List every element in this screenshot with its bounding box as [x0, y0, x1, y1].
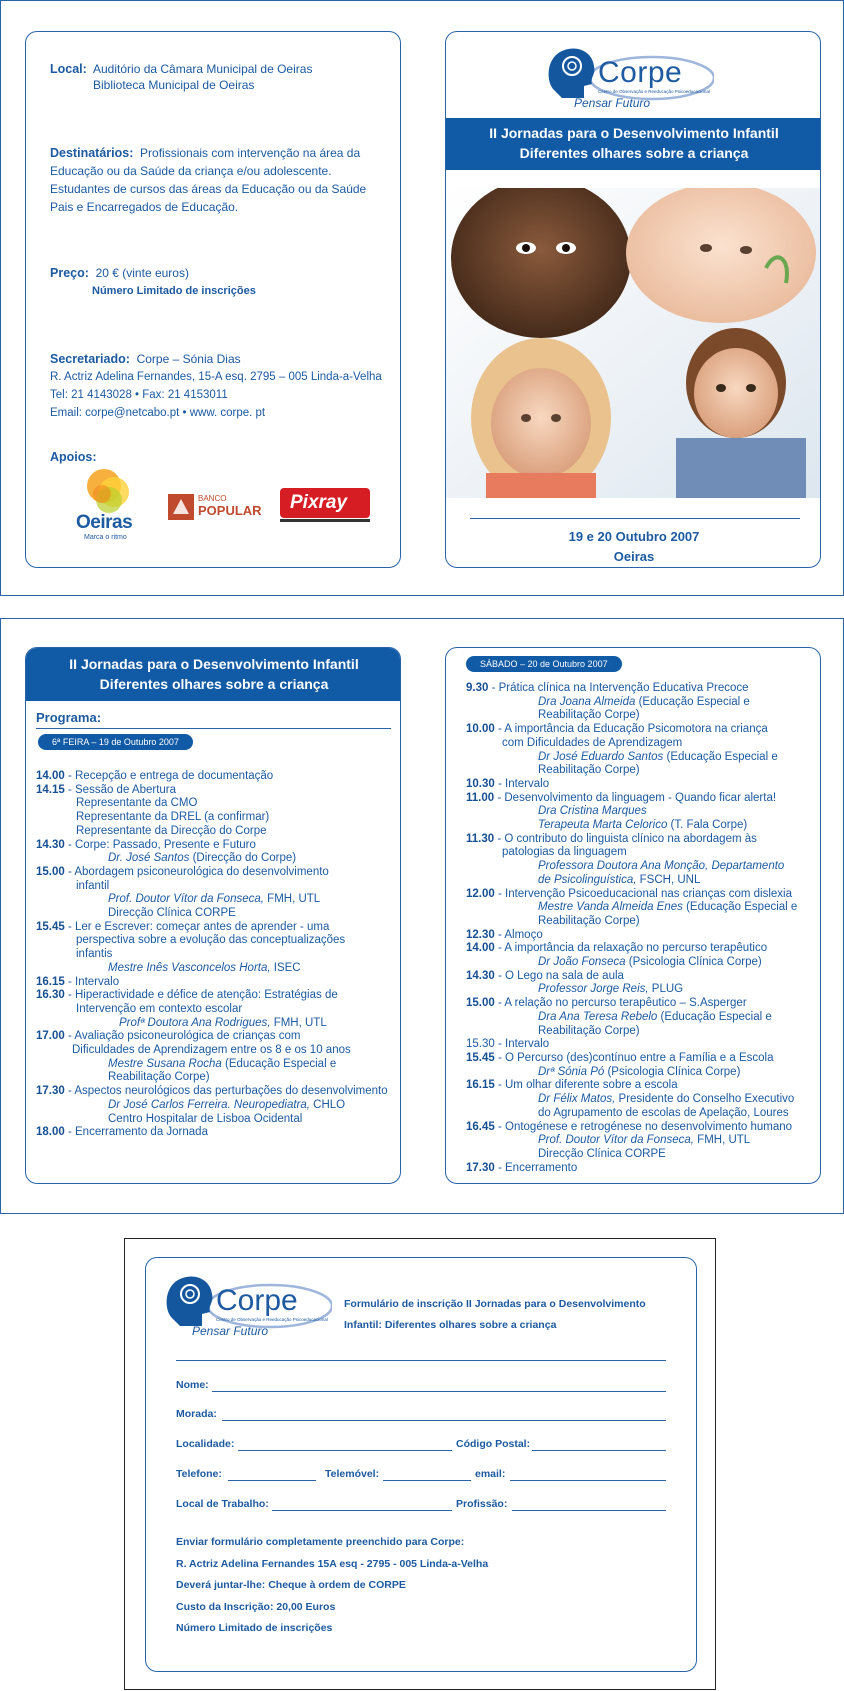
cover-card [445, 31, 821, 568]
programa-title-banner [25, 647, 401, 701]
schedule-time: 15.45 [466, 1051, 495, 1064]
schedule-row [466, 874, 818, 888]
destinatarios-label: Destinatários: [50, 146, 134, 160]
schedule-row [466, 915, 818, 929]
speaker-name: Dra Cristina Marques [538, 805, 647, 818]
schedule-text: Representante da DREL (a confirmar) [76, 811, 270, 824]
speaker-name: Prof. Doutor Vítor da Fonseca, [108, 893, 264, 906]
schedule-time: 16.15 [466, 1079, 495, 1092]
schedule-text: Dificuldades de Aprendizagem entre os 8 e os 10 anos [72, 1044, 351, 1057]
schedule-text: - O contributo do linguista clínico na abordagem às [494, 832, 757, 845]
programa-heading: Programa: [36, 710, 102, 725]
cover-divider [470, 518, 800, 519]
schedule-text: Intervenção em contexto escolar [76, 1002, 243, 1015]
schedule-row [466, 1025, 818, 1039]
schedule-text: (Direcção do Corpe) [189, 852, 297, 865]
schedule-time: 9.30 [466, 682, 489, 694]
schedule-time: 10.00 [466, 723, 495, 736]
corpe-logo [544, 42, 714, 112]
oeiras-name: Oeiras [76, 512, 133, 533]
telefone-label: Telefone: [176, 1468, 222, 1480]
schedule-row [466, 737, 818, 751]
destinatarios-section [50, 144, 390, 216]
schedule-text: (T. Fala Corpe) [667, 819, 748, 832]
schedule-row [466, 956, 818, 970]
banco-popular-logo [168, 494, 264, 524]
schedule-row [36, 976, 398, 990]
preco-value: 20 € (vinte euros) [95, 266, 189, 280]
schedule-text: infantil [76, 879, 110, 892]
schedule-text: - Um olhar diferente sobre a escola [494, 1079, 678, 1092]
form-title-line-2: Infantil: Diferentes olhares sobre a criança [344, 1319, 557, 1331]
oeiras-emblem-icon [72, 464, 152, 519]
local-section [50, 60, 313, 92]
schedule-row [36, 1071, 398, 1085]
schedule-row [466, 751, 818, 765]
secretariado-value: Corpe – Sónia Dias [136, 352, 241, 366]
speaker-name: de Psicolinguística, [538, 873, 637, 886]
info-card [25, 31, 401, 568]
destinatarios-line-1: Educação ou da Saúde da criança e/ou adolescente. [50, 164, 332, 178]
nome-label: Nome: [176, 1379, 209, 1391]
form-footer [176, 1532, 488, 1640]
speaker-name: Dr Félix Matos, [538, 1093, 616, 1106]
profissao-field[interactable] [512, 1510, 666, 1511]
morada-label: Morada: [176, 1408, 217, 1420]
schedule-time: 11.00 [466, 791, 495, 804]
schedule-row [466, 997, 818, 1011]
schedule-time: 14.00 [466, 942, 495, 955]
schedule-row [36, 880, 398, 894]
schedule-text: FMH, UTL [270, 1016, 327, 1029]
schedule-text: (Psicologia Clínica Corpe) [625, 956, 762, 969]
pixray-underline [280, 519, 370, 522]
schedule-text: - Avaliação psiconeurológica de crianças com [64, 1030, 301, 1043]
schedule-row [36, 948, 398, 962]
schedule-row [466, 888, 818, 902]
schedule-row [466, 792, 818, 806]
schedule-text: 15.30 - Intervalo [466, 1038, 550, 1051]
secretariado-email: Email: corpe@netcabo.pt • www. corpe. pt [50, 407, 266, 419]
schedule-text: (Educação Especial e [682, 901, 798, 914]
schedule-text: ISEC [270, 961, 301, 974]
programa-day1-card [25, 647, 401, 1184]
schedule-text: Centro Hospitalar de Lisboa Ocidental [108, 1112, 303, 1125]
schedule-text: Direcção Clínica CORPE [538, 1147, 666, 1160]
registration-form-card [145, 1257, 697, 1672]
oeiras-tagline: Marca o ritmo [84, 534, 127, 541]
speaker-name: Professora Doutora Ana Monção, Departamento [538, 860, 785, 873]
schedule-text: - Recepção e entrega de documentação [64, 770, 274, 782]
schedule-text: - Ler e Escrever: começar antes de aprender - uma [64, 920, 330, 933]
corpe-logo-subtitle: Centro de Observação e Reeducação Psicoeducacional [598, 89, 710, 94]
schedule-text: Reabilitação Corpe) [538, 1024, 640, 1037]
schedule-row [36, 934, 398, 948]
form-footer-line-2: R. Actriz Adelina Fernandes 15A esq - 2795 - 005 Linda-a-Velha [176, 1557, 489, 1570]
form-top-rule [176, 1360, 666, 1361]
schedule-row [36, 1044, 398, 1058]
speaker-name: Dra Joana Almeida [538, 695, 636, 708]
schedule-row [36, 811, 398, 825]
schedule-text: FMH, UTL [263, 893, 321, 906]
nome-field[interactable] [212, 1391, 666, 1392]
speaker-name: Dr. José Santos [108, 852, 190, 865]
schedule-text: perspectiva sobre a evolução das conceptualizações [76, 934, 346, 947]
secretariado-phone: Tel: 21 4143028 • Fax: 21 4153011 [50, 389, 228, 401]
cover-title-banner [445, 118, 821, 170]
local-line-1: Auditório da Câmara Municipal de Oeiras [93, 62, 313, 76]
schedule-row [36, 989, 398, 1003]
schedule-row [466, 819, 818, 833]
day1-schedule [36, 770, 398, 1140]
schedule-row [466, 929, 818, 943]
schedule-text: - Hiperactividade e défice de atenção: Estratégias de [64, 989, 338, 1002]
schedule-row [466, 1134, 818, 1148]
schedule-row [466, 696, 818, 710]
schedule-text: (Psicologia Clínica Corpe) [604, 1065, 741, 1078]
preco-section [50, 264, 256, 300]
speaker-name: Dra Ana Teresa Rebelo [538, 1010, 658, 1023]
local-trabalho-field[interactable] [272, 1510, 452, 1511]
schedule-time: 12.00 [466, 887, 495, 900]
schedule-row [466, 846, 818, 860]
schedule-row [466, 1093, 818, 1107]
speaker-name: Dr José Eduardo Santos [538, 750, 664, 763]
cover-title-line-2: Diferentes olhares sobre a criança [519, 145, 749, 161]
schedule-text: - Sessão de Abertura [64, 783, 177, 796]
schedule-time: 17.30 [36, 1085, 65, 1098]
schedule-text: - Intervalo [494, 777, 550, 790]
programa-title-line-2: Diferentes olhares sobre a criança [99, 676, 329, 692]
preco-note: Número Limitado de inscrições [92, 285, 256, 297]
form-footer-line-3: Deverá juntar-lhe: Cheque à ordem de CORPE [176, 1579, 406, 1591]
local-label: Local: [50, 62, 87, 76]
telemovel-label: Telemóvel: [325, 1468, 380, 1480]
schedule-row [36, 1113, 398, 1127]
children-photo-collage [446, 188, 821, 498]
schedule-text: - A importância da relaxação no percurso terapêutico [494, 942, 768, 955]
schedule-row [36, 866, 398, 880]
schedule-text: - Prática clínica na Intervenção Educativa Precoce [488, 682, 749, 694]
day2-label: SÁBADO – 20 de Outubro 2007 [466, 656, 622, 672]
cover-place: Oeiras [613, 549, 655, 564]
schedule-text: - O Lego na sala de aula [494, 969, 624, 982]
schedule-text: Reabilitação Corpe) [538, 709, 640, 722]
codigo-postal-label: Código Postal: [456, 1438, 531, 1450]
schedule-row [466, 1107, 818, 1121]
speaker-name: Dr José Carlos Ferreira. Neuropediatra, [108, 1098, 310, 1111]
telefone-field[interactable] [228, 1480, 316, 1481]
destinatarios-text: Profissionais com intervenção na área da [140, 146, 361, 160]
schedule-row [36, 797, 398, 811]
schedule-row [466, 764, 818, 778]
speaker-name: Dr João Fonseca [538, 956, 626, 969]
schedule-time: 14.00 [36, 770, 65, 782]
schedule-time: 14.15 [36, 783, 65, 796]
schedule-row [466, 1038, 818, 1052]
programa-day2-card [445, 647, 821, 1184]
schedule-row [466, 860, 818, 874]
schedule-time: 16.15 [36, 975, 65, 988]
form-title [344, 1294, 646, 1336]
schedule-row [36, 1030, 398, 1044]
local-trabalho-label: Local de Trabalho: [176, 1498, 269, 1510]
children-photo-icon [446, 188, 821, 498]
schedule-text: - A relação no percurso terapêutico – S.Asperger [494, 997, 747, 1010]
schedule-row [466, 1011, 818, 1025]
email-field[interactable] [510, 1480, 666, 1481]
telemovel-field[interactable] [383, 1480, 471, 1481]
schedule-text: - Encerramento [494, 1161, 578, 1174]
schedule-text: Reabilitação Corpe) [538, 764, 640, 777]
schedule-row [466, 723, 818, 737]
day2-schedule [466, 682, 818, 1175]
speaker-name: Terapeuta Marta Celorico [538, 819, 668, 832]
schedule-text: CHLO [309, 1098, 346, 1111]
schedule-text: - Ontogénese e retrogénese no desenvolvimento humano [494, 1120, 793, 1133]
schedule-row [36, 784, 398, 798]
schedule-text: infantis [76, 948, 113, 961]
schedule-text: FSCH, UNL [636, 873, 701, 886]
local-line-2: Biblioteca Municipal de Oeiras [93, 78, 255, 92]
form-corpe-logo [162, 1270, 332, 1340]
schedule-row [466, 1162, 818, 1176]
schedule-text: - Intervalo [64, 975, 120, 988]
schedule-row [466, 1121, 818, 1135]
schedule-time: 18.00 [36, 1126, 65, 1139]
destinatarios-line-2: Estudantes de cursos das áreas da Educação ou da Saúde [50, 182, 367, 196]
speaker-name: Professor Jorge Reis, [538, 983, 649, 996]
speaker-name: Mestre Susana Rocha [108, 1057, 222, 1070]
schedule-time: 12.30 [466, 928, 495, 941]
codigo-postal-field[interactable] [532, 1450, 666, 1451]
schedule-row [466, 901, 818, 915]
schedule-row [466, 1052, 818, 1066]
schedule-row [36, 962, 398, 976]
schedule-text: FMH, UTL [693, 1134, 751, 1147]
schedule-time: 10.30 [466, 777, 495, 790]
schedule-text: Representante da CMO [76, 797, 198, 810]
localidade-label: Localidade: [176, 1438, 235, 1450]
form-corpe-logo-subtitle: Centro de Observação e Reeducação Psicoeducacional [216, 1317, 328, 1322]
schedule-time: 15.00 [466, 997, 495, 1010]
schedule-row [36, 1099, 398, 1113]
form-footer-line-1: Enviar formulário completamente preenchido para Corpe: [176, 1536, 465, 1548]
schedule-row [466, 833, 818, 847]
localidade-field[interactable] [238, 1450, 452, 1451]
schedule-text: - Almoço [494, 928, 543, 941]
schedule-time: 17.30 [466, 1161, 495, 1174]
schedule-row [466, 942, 818, 956]
schedule-row [466, 1148, 818, 1162]
schedule-row [36, 907, 398, 921]
brochure-outside-sheet [0, 0, 844, 596]
schedule-text: (Educação Especial e [635, 695, 750, 708]
programa-heading-rule [36, 728, 391, 729]
schedule-row [466, 970, 818, 984]
programa-title-line-1: II Jornadas para o Desenvolvimento Infantil [69, 656, 359, 672]
form-footer-line-4: Custo da Inscrição: 20,00 Euros [176, 1600, 336, 1613]
schedule-text: Representante da Direcção do Corpe [76, 824, 267, 837]
registration-form-sheet [124, 1238, 716, 1690]
schedule-text: - Desenvolvimento da linguagem - Quando ficar alerta! [494, 791, 777, 804]
schedule-text: Direcção Clínica CORPE [108, 907, 236, 920]
email-label: email: [475, 1468, 506, 1480]
schedule-row [36, 893, 398, 907]
schedule-time: 15.00 [36, 865, 65, 878]
schedule-row [36, 1058, 398, 1072]
schedule-row [36, 825, 398, 839]
cover-date: 19 e 20 Outubro 2007 [568, 529, 700, 544]
schedule-row [36, 921, 398, 935]
banco-line-1: BANCO [198, 494, 227, 503]
banco-popular-emblem-icon [168, 494, 194, 520]
schedule-row [466, 778, 818, 792]
schedule-row [36, 839, 398, 853]
schedule-text: (Educação Especial e [663, 750, 778, 763]
form-title-line-1: Formulário de inscrição II Jornadas para o Desenvolvimento [344, 1298, 646, 1310]
schedule-text: - Encerramento da Jornada [64, 1126, 208, 1139]
schedule-text: com Dificuldades de Aprendizagem [502, 736, 683, 749]
schedule-text: (Educação Especial e [657, 1010, 772, 1023]
profissao-label: Profissão: [456, 1498, 508, 1510]
schedule-row [466, 682, 818, 696]
speaker-name: Drª Sónia Pó [538, 1065, 605, 1078]
form-corpe-logo-tagline: Pensar Futuro [192, 1324, 269, 1338]
schedule-time: 15.45 [36, 920, 65, 933]
schedule-text: - Corpe: Passado, Presente e Futuro [64, 838, 256, 851]
schedule-text: - Intervenção Psicoeducacional nas crianças com dislexia [494, 887, 793, 900]
schedule-row [466, 709, 818, 723]
schedule-text: (Educação Especial e [221, 1057, 337, 1070]
apoios-label: Apoios: [50, 450, 97, 464]
day1-label: 6ª FEIRA – 19 de Outubro 2007 [38, 734, 193, 750]
secretariado-label: Secretariado: [50, 352, 130, 366]
oeiras-logo [72, 464, 152, 544]
corpe-logo-tagline: Pensar Futuro [574, 96, 651, 110]
schedule-row [466, 1079, 818, 1093]
schedule-text: PLUG [648, 983, 684, 996]
schedule-row [36, 770, 398, 784]
schedule-row [36, 1126, 398, 1140]
schedule-time: 11.30 [466, 832, 495, 845]
schedule-row [36, 1085, 398, 1099]
schedule-row [466, 983, 818, 997]
schedule-text: do Agrupamento de escolas de Apelação, Loures [538, 1106, 789, 1119]
preco-label: Preço: [50, 266, 89, 280]
corpe-logo-name: Corpe [598, 56, 683, 89]
schedule-row [36, 852, 398, 866]
schedule-text: Presidente do Conselho Executivo [615, 1093, 795, 1106]
brochure-inside-sheet [0, 618, 844, 1214]
secretariado-address: R. Actriz Adelina Fernandes, 15-A esq. 2795 – 005 Linda-a-Velha [50, 371, 382, 383]
schedule-text: - A importância da Educação Psicomotora na criança [494, 723, 768, 736]
form-footer-line-5: Número Limitado de inscrições [176, 1622, 333, 1634]
schedule-time: 16.45 [466, 1120, 495, 1133]
schedule-text: patologias da linguagem [502, 846, 627, 859]
schedule-text: Reabilitação Corpe) [108, 1071, 210, 1084]
pixray-name: Pixray [290, 492, 348, 513]
speaker-name: Mestre Vanda Almeida Enes [538, 901, 683, 914]
form-corpe-logo-name: Corpe [216, 1284, 298, 1317]
secretariado-section [50, 350, 382, 422]
schedule-row [466, 1066, 818, 1080]
morada-field[interactable] [222, 1420, 666, 1421]
pixray-logo [280, 488, 372, 524]
cover-title-line-1: II Jornadas para o Desenvolvimento Infantil [489, 125, 779, 141]
schedule-row [466, 805, 818, 819]
speaker-name: Mestre Inês Vasconcelos Horta, [108, 961, 271, 974]
schedule-time: 14.30 [36, 838, 65, 851]
schedule-row [36, 1017, 398, 1031]
destinatarios-line-3: Pais e Encarregados de Educação. [50, 200, 239, 214]
schedule-text: - O Percurso (des)contínuo entre a Família e a Escola [494, 1051, 774, 1064]
schedule-text: Reabilitação Corpe) [538, 914, 640, 927]
schedule-row [36, 1003, 398, 1017]
schedule-time: 14.30 [466, 969, 495, 982]
speaker-name: Profª Doutora Ana Rodrigues, [119, 1016, 271, 1029]
speaker-name: Prof. Doutor Vítor da Fonseca, [538, 1134, 694, 1147]
schedule-time: 16.30 [36, 989, 65, 1002]
banco-line-2: POPULAR [198, 503, 262, 518]
schedule-text: - Abordagem psiconeurológica do desenvolvimento [64, 865, 329, 878]
schedule-text: - Aspectos neurológicos das perturbações do desenvolvimento [64, 1085, 388, 1098]
schedule-time: 17.00 [36, 1030, 65, 1043]
